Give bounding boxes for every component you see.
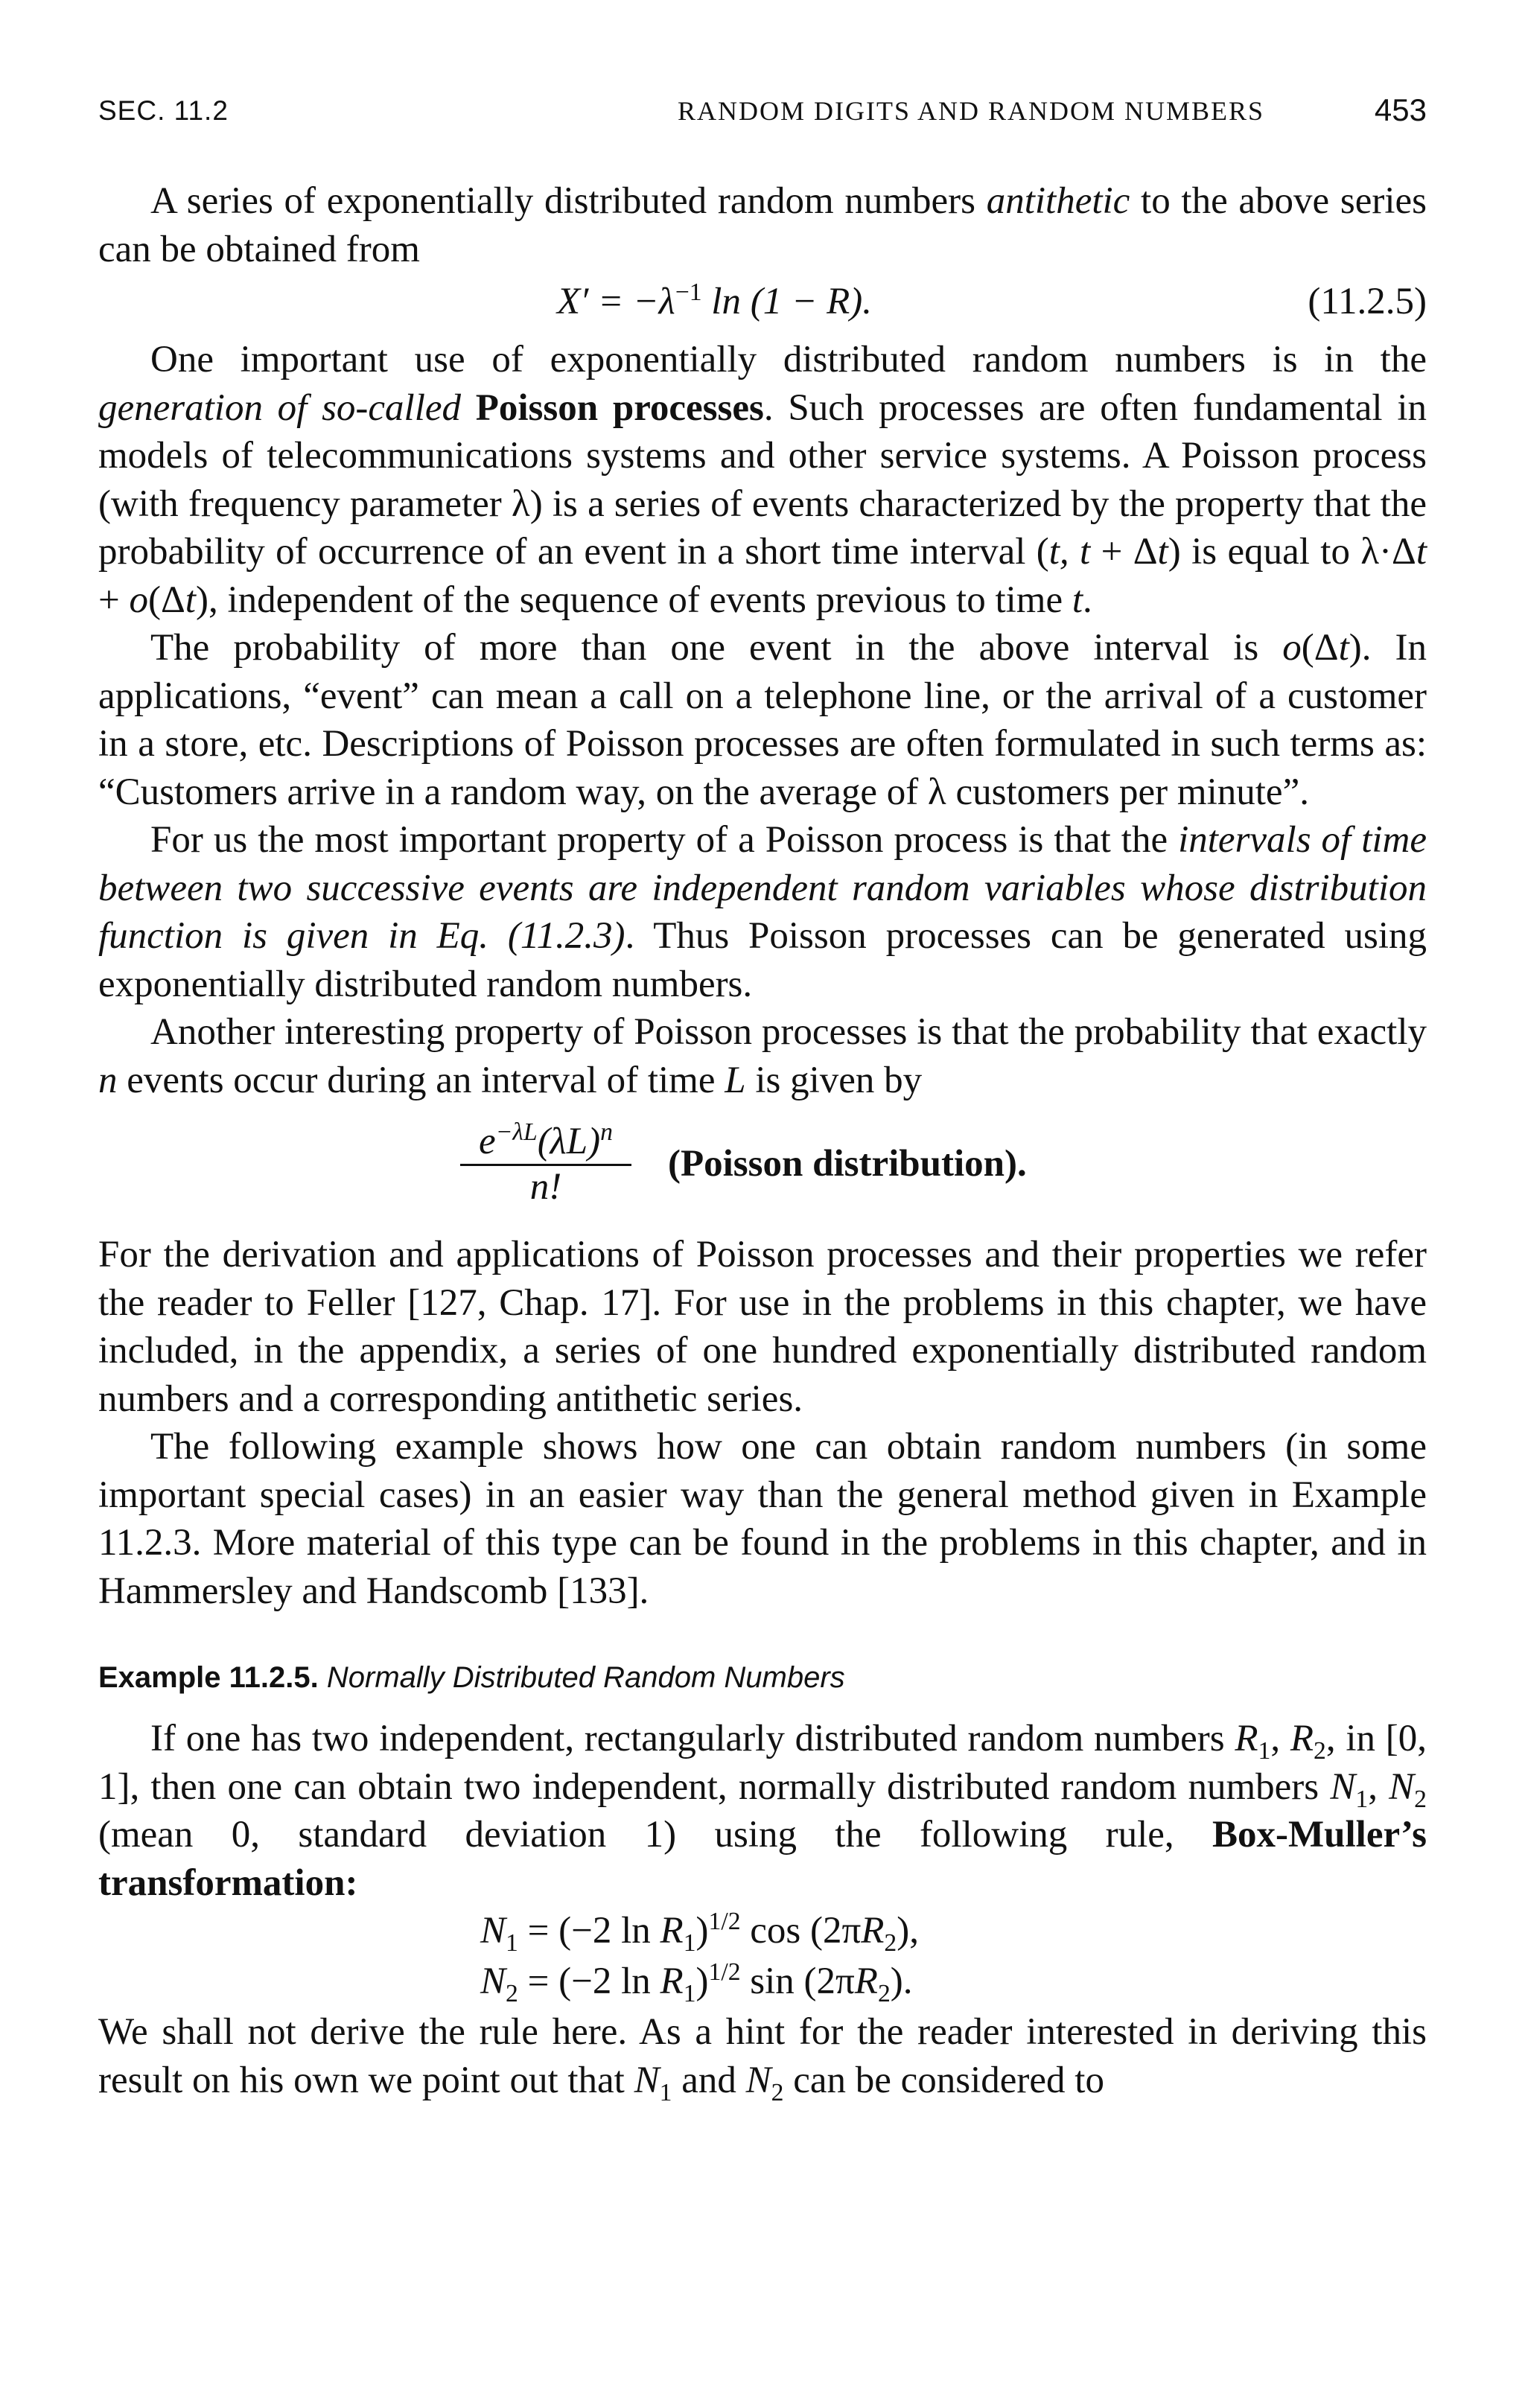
formula-label: (Poisson distribution). [668, 1143, 1027, 1185]
equation-body: $X' = -\lambda^{-1}$ ln (1 − R). [557, 278, 873, 322]
equation-11-2-5 [98, 273, 1427, 336]
fraction-numerator: $e^{-\lambda L}(\lambda L)^n$ [460, 1121, 631, 1166]
paragraph-n-events: Another interesting property of Poisson processes is that the probability that exactly n events occur during an interval of time L is given by [98, 1011, 1427, 1101]
fraction-denominator: n! [529, 1166, 562, 1208]
body-text [98, 177, 1427, 2104]
paragraph-feller-reference: For the derivation and applications of Poisson processes and their properties we refer the reader to Feller [127, Chap. 17]. For use in the problems in this chapter, we have included, in the appendix, a series of one hundred exponentially distributed random numbers and a corresponding antithetic series. [98, 1234, 1427, 1420]
box-muller-line-1: $N_1 = (-2$ $\ln R_1)^{1/2}$ $\cos (2\pi R_2)$, [480, 1908, 919, 1958]
poisson-fraction [460, 1118, 631, 1208]
page-number: 453 [1374, 92, 1427, 127]
example-heading [98, 1657, 1427, 1698]
box-muller-line-2: $N_2 = (-2$ $\ln R_1)^{1/2}$ $\sin (2\pi R_2)$. [480, 1958, 913, 2008]
paragraph-following-example: The following example shows how one can obtain random numbers (in some important special cases) in an easier way than the general method given in Example 11.2.3. More material of this type can be found in the problems in this chapter, and in Hammersley and Handscomb [133]. [98, 1426, 1427, 1612]
paragraph-antithetic: A series of exponentially distributed random numbers antithetic to the above series can be obtained from [98, 180, 1427, 270]
section-label: SEC. 11.2 [98, 95, 229, 126]
paragraph-event-probability: The probability of more than one event in the above interval is o(Δt). In applications, “event” can mean a call on a telephone line, or the arrival of a customer in a store, etc. Descriptions of Poisson processes are often formulated in such terms as: “Customers arrive in a random way, on the average of λ customers per minute”. [98, 627, 1427, 813]
paragraph-intervals: For us the most important property of a Poisson process is that the intervals of time between two successive events are independent random variables whose distribution function is given in Eq. (11.2.3). Thus Poisson processes can be generated using exponentially distributed random numbers. [98, 819, 1427, 1005]
box-muller-equations [98, 1907, 1427, 2008]
poisson-distribution-formula [98, 1104, 1427, 1231]
running-title: RANDOM DIGITS AND RANDOM NUMBERS [678, 96, 1265, 126]
equation-number: (11.2.5) [1308, 281, 1427, 322]
paragraph-rectangular-numbers: If one has two independent, rectangularly distributed random numbers $R_1$, $R_2$, in [0, 1], then one can obtain two independent, normally distributed random numbers $N_1$, $N_2$ (mean 0, standard deviation 1) using the following rule, Box-Muller’s transformation: [98, 1718, 1427, 1904]
paragraph-poisson-process: One important use of exponentially distributed random numbers is in the generation of so-called Poisson processes. Such processes are often fundamental in models of telecommunications systems and other service systems. A Poisson process (with frequency parameter λ) is a series of events characterized by the property that the probability of occurrence of an event in a short time interval (t, t + Δt) is equal to λ·Δt + o(Δt), independent of the sequence of events previous to time t. [98, 339, 1427, 621]
paragraph-derivation-hint: We shall not derive the rule here. As a hint for the reader interested in deriving this result on his own we point out that $N_1$ and $N_2$ can be considered to [98, 2011, 1427, 2106]
running-head [98, 88, 1427, 133]
example-title: Normally Distributed Random Numbers [326, 1661, 845, 1694]
example-number: Example 11.2.5. [98, 1661, 319, 1694]
